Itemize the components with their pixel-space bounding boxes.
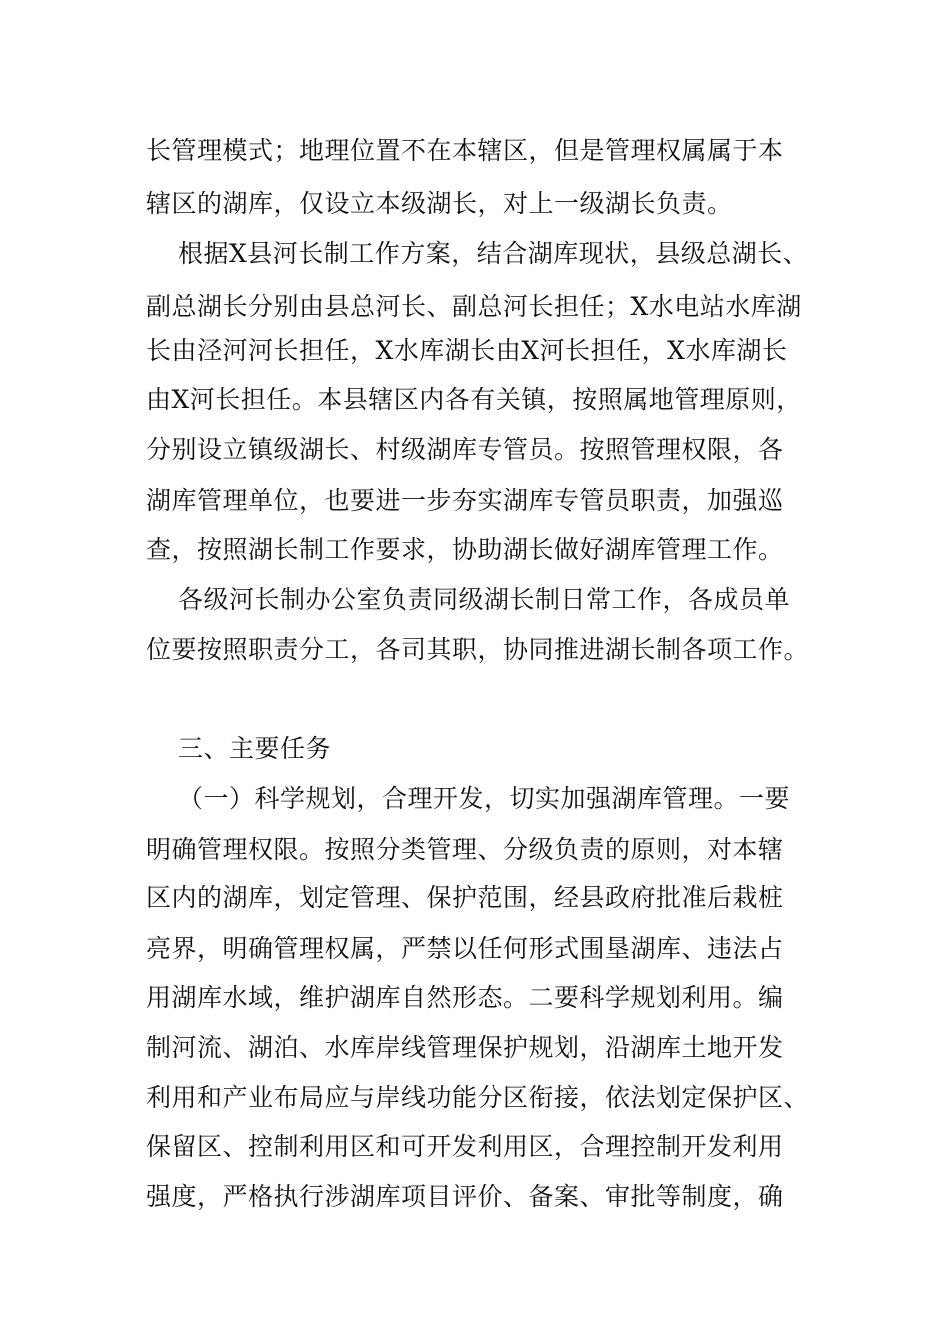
text-line: 明确管理权限。按照分类管理、分级负责的原则，对本辖 [146, 835, 784, 864]
text-line: 制河流、湖泊、水库岸线管理保护规划，沿湖库土地开发 [146, 1033, 784, 1062]
text-line: 区内的湖库，划定管理、保护范围，经县政府批准后栽桩 [146, 883, 784, 912]
text-line: 湖库管理单位，也要进一步夯实湖库专管员职责，加强巡 [146, 486, 784, 515]
text-line: 亮界，明确管理权属，严禁以任何形式围垦湖库、违法占 [146, 934, 784, 963]
section-heading: 三、主要任务 [178, 734, 332, 763]
text-line: 用湖库水域，维护湖库自然形态。二要科学规划利用。编 [146, 983, 784, 1012]
paragraph-line: 各级河长制办公室负责同级湖长制日常工作，各成员单 [178, 585, 791, 614]
text-line: 长由泾河河长担任，X水库湖长由X河长担任，X水库湖长 [146, 336, 788, 365]
text-line: 查，按照湖长制工作要求，协助湖长做好湖库管理工作。 [146, 535, 784, 564]
text-line: 强度，严格执行涉湖库项目评价、备案、审批等制度，确 [146, 1182, 784, 1211]
paragraph-line: 根据X县河长制工作方案，结合湖库现状，县级总湖长、 [178, 239, 809, 268]
paragraph-line: （一）科学规划，合理开发，切实加强湖库管理。一要 [178, 784, 791, 813]
text-line: 由X河长担任。本县辖区内各有关镇，按照属地管理原则， [146, 385, 802, 414]
text-line: 分别设立镇级湖长、村级湖库专管员。按照管理权限，各 [146, 435, 784, 464]
text-line: 利用和产业布局应与岸线功能分区衔接，依法划定保护区、 [146, 1083, 810, 1112]
text-line: 副总湖长分别由县总河长、副总河长担任；X水电站水库湖 [146, 292, 802, 321]
text-line: 辖区的湖库，仅设立本级湖长，对上一级湖长负责。 [146, 189, 733, 218]
text-line: 长管理模式；地理位置不在本辖区，但是管理权属属于本 [146, 136, 784, 165]
text-line: 位要按照职责分工，各司其职，协同推进湖长制各项工作。 [146, 635, 810, 664]
text-line: 保留区、控制利用区和可开发利用区，合理控制开发利用 [146, 1132, 784, 1161]
